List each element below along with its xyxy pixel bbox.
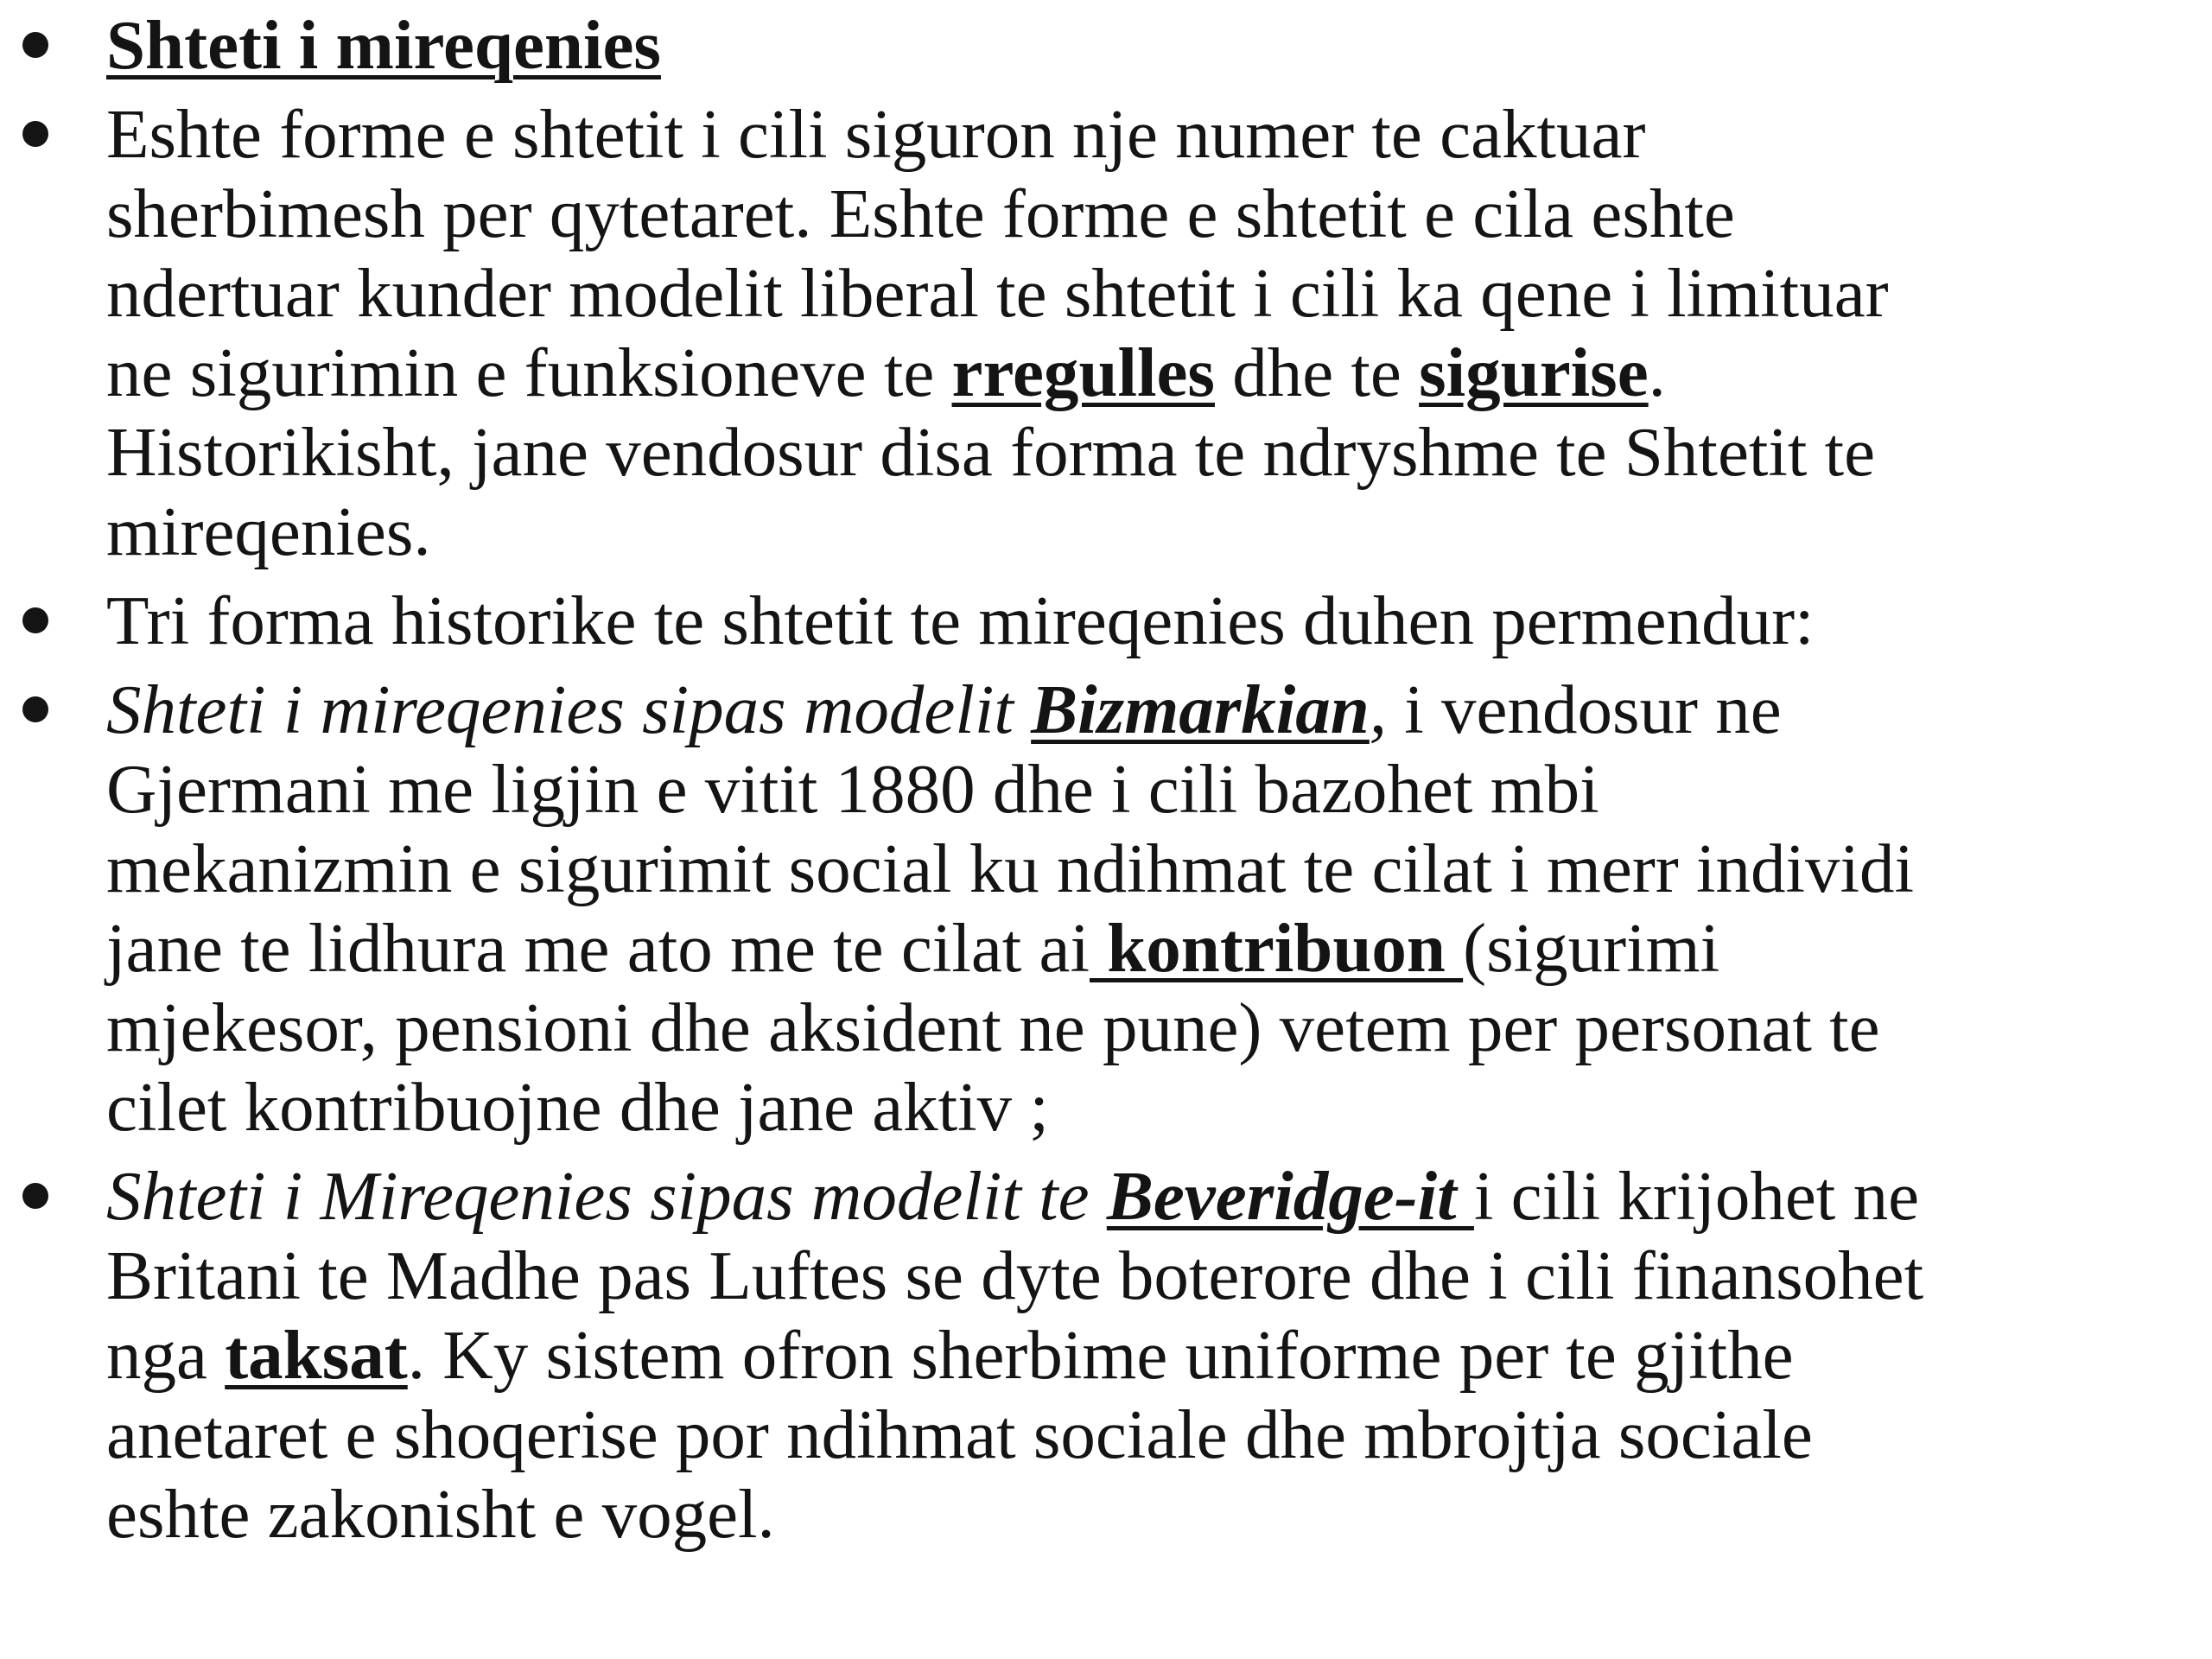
bullet-line [106, 5, 2212, 85]
emphasis-segment: taksat [225, 1316, 408, 1394]
bullet-line [106, 1395, 2212, 1474]
bullet-list [0, 5, 2212, 1563]
text-segment: ne sigurimin e funksioneve te [106, 334, 952, 411]
bullet-line [106, 1315, 2212, 1395]
bullet-item [0, 1156, 2212, 1554]
emphasis-segment: Bizmarkian [1031, 671, 1370, 748]
bullet-line [106, 412, 2212, 492]
emphasis-segment: Beveridge-it [1106, 1157, 1474, 1235]
text-segment: mekanizmin e sigurimit social ku ndihmat te cilat i merr individi [106, 830, 1915, 907]
bullet-dot-icon [22, 32, 48, 58]
bullet-line [106, 829, 2212, 908]
bullet-line [106, 1236, 2212, 1315]
text-segment: (sigurimi [1463, 909, 1720, 987]
bullet-line [106, 1474, 2212, 1554]
bullet-line [106, 581, 2212, 660]
bullet-line [106, 908, 2212, 988]
text-segment: nga [106, 1316, 226, 1394]
text-segment: jane te lidhura me ato me te cilat ai [106, 909, 1090, 987]
text-segment: mireqenies. [106, 493, 431, 570]
bullet-line [106, 253, 2212, 333]
bullet-line [106, 1067, 2212, 1147]
text-segment: Historikisht, jane vendosur disa forma te ndryshme te Shtetit te [106, 413, 1876, 491]
bullet-dot-icon [22, 121, 48, 147]
bullet-item [0, 581, 2212, 660]
bullet-dot-icon [22, 1183, 48, 1209]
text-segment: Tri forma historike te shtetit te mireqenies duhen permendur: [106, 582, 1815, 659]
text-segment: dhe te [1214, 334, 1420, 411]
text-segment: . Ky sistem ofron sherbime uniforme per te gjithe [407, 1316, 1794, 1394]
bullet-line [106, 333, 2212, 412]
bullet-dot-icon [22, 696, 48, 722]
text-segment: Britani te Madhe pas Luftes se dyte boterore dhe i cili finansohet [106, 1236, 1924, 1314]
emphasis-segment: kontribuon [1090, 909, 1464, 987]
text-segment: cilet kontribuojne dhe jane aktiv ; [106, 1068, 1049, 1146]
emphasis-segment: Shteti i mireqenies [106, 6, 661, 84]
text-segment: anetaret e shoqerise por ndihmat sociale dhe mbrojtja sociale [106, 1395, 1813, 1473]
bullet-line [106, 988, 2212, 1067]
text-segment: eshte zakonisht e vogel. [106, 1475, 775, 1553]
text-segment: i cili krijohet ne [1473, 1157, 1920, 1235]
bullet-line [106, 174, 2212, 253]
emphasis-segment: , [1369, 671, 1388, 748]
emphasis-segment: Shteti i mireqenies sipas modelit [106, 671, 1032, 748]
bullet-line [106, 94, 2212, 174]
bullet-item [0, 94, 2212, 571]
bullet-dot-icon [22, 607, 48, 633]
emphasis-segment: sigurise [1419, 334, 1649, 411]
bullet-line [106, 492, 2212, 571]
text-segment: . [1648, 334, 1666, 411]
text-segment: sherbimesh per qytetaret. Eshte forme e shtetit e cila eshte [106, 175, 1735, 252]
bullet-item [0, 5, 2212, 85]
emphasis-segment: Shteti i Mireqenies sipas modelit te [106, 1157, 1107, 1235]
text-segment: Gjermani me ligjin e vitit 1880 dhe i cili bazohet mbi [106, 750, 1599, 828]
text-segment: i vendosur ne [1387, 671, 1782, 748]
bullet-line [106, 670, 2212, 749]
text-segment: mjekesor, pensioni dhe aksident ne pune) vetem per personat te [106, 988, 1880, 1066]
text-segment: ndertuar kunder modelit liberal te shtetit i cili ka qene i limituar [106, 254, 1889, 332]
bullet-item [0, 670, 2212, 1147]
emphasis-segment: rregulles [951, 334, 1215, 411]
bullet-line [106, 1156, 2212, 1236]
bullet-line [106, 749, 2212, 829]
text-segment: Eshte forme e shtetit i cili siguron nje numer te caktuar [106, 95, 1646, 173]
